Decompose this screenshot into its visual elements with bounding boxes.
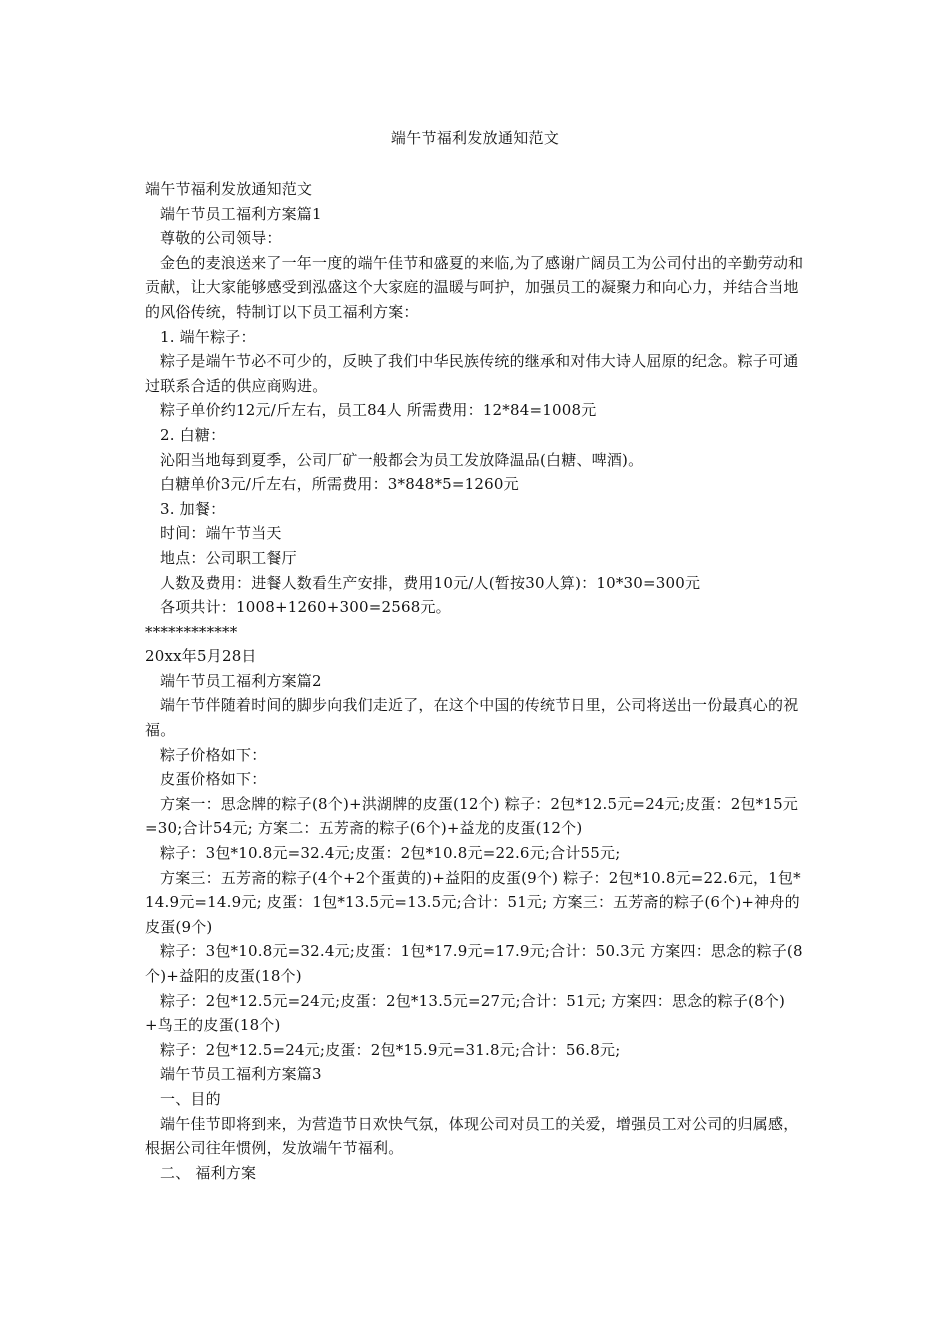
paragraph: 20xx年5月28日 [145, 647, 257, 666]
paragraph: 端午节福利发放通知范文 [145, 180, 313, 198]
paragraph: 尊敬的公司领导： [160, 229, 282, 248]
paragraph: 粽子：3包*10.8元=32.4元;皮蛋：1包*17.9元=17.9元;合计：50.3元 方案四：思念的粽子(8个)+益阳的皮蛋(18个) [145, 942, 803, 985]
paragraph: 粽子：2包*12.5=24元;皮蛋：2包*15.9元=31.8元;合计：56.8元; [160, 1040, 621, 1059]
paragraph: 沁阳当地每到夏季，公司厂矿一般都会为员工发放降温品(白糖、啤酒)。 [160, 450, 644, 469]
paragraph: 金色的麦浪送来了一年一度的端午佳节和盛夏的来临,为了感谢广阔员工为公司付出的辛勤劳动和贡献，让大家能够感受到泓盛这个大家庭的温暖与呵护，加强员工的凝聚力和向心力，并结合当地的风俗传统，特制订以下员工福利方案： [145, 253, 804, 321]
paragraph: 二、 福利方案 [160, 1163, 257, 1182]
paragraph: 3. 加餐： [160, 499, 226, 518]
paragraph: 端午节员工福利方案篇2 [160, 671, 322, 690]
paragraph: 一、目的 [160, 1089, 221, 1108]
document-body [145, 177, 810, 1185]
paragraph: 时间：端午节当天 [160, 524, 282, 543]
document-title: 端午节福利发放通知范文 [390, 129, 560, 147]
paragraph: 皮蛋价格如下： [160, 770, 267, 789]
paragraph: 白糖单价3元/斤左右，所需费用：3*848*5=1260元 [160, 475, 519, 494]
paragraph: 各项共计：1008+1260+300=2568元。 [160, 598, 451, 617]
paragraph: 方案一：思念牌的粽子(8个)+洪湖牌的皮蛋(12个) 粽子：2包*12.5元=24元;皮蛋：2包*15元=30;合计54元; 方案二：五芳斋的粽子(6个)+益龙的皮蛋(12个) [145, 794, 799, 838]
paragraph: 2. 白糖： [160, 425, 226, 444]
paragraph: 粽子：3包*10.8元=32.4元;皮蛋：2包*10.8元=22.6元;合计55元; [160, 844, 621, 863]
paragraph: 端午佳节即将到来，为营造节日欢快气氛，体现公司对员工的关爱，增强员工对公司的归属感，根据公司往年惯例，发放端午节福利。 [145, 1114, 799, 1158]
paragraph: 端午节员工福利方案篇1 [160, 204, 322, 223]
paragraph: 粽子是端午节必不可少的，反映了我们中华民族传统的继承和对伟大诗人屈原的纪念。粽子可通过联系合适的供应商购进。 [145, 352, 799, 395]
paragraph: 端午节员工福利方案篇3 [160, 1065, 322, 1084]
paragraph: ************ [145, 622, 238, 641]
paragraph: 1. 端午粽子： [160, 327, 256, 346]
paragraph: 端午节伴随着时间的脚步向我们走近了，在这个中国的传统节日里，公司将送出一份最真心的祝福。 [145, 696, 799, 740]
paragraph: 粽子价格如下： [160, 745, 267, 764]
paragraph: 地点：公司职工餐厅 [160, 548, 297, 567]
paragraph: 方案三：五芳斋的粽子(4个+2个蛋黄的)+益阳的皮蛋(9个) 粽子：2包*10.8元=22.6元，1包*14.9元=14.9元; 皮蛋：1包*13.5元=13.5元;合计：51元; 方案三：五芳斋的粽子(6个)+神舟的皮蛋(9个) [145, 868, 801, 936]
paragraph: 粽子：2包*12.5元=24元;皮蛋：2包*13.5元=27元;合计：51元; 方案四：思念的粽子(8个)+鸟王的皮蛋(18个) [145, 991, 786, 1035]
paragraph: 粽子单价约12元/斤左右，员工84人 所需费用：12*84=1008元 [160, 401, 597, 420]
paragraph: 人数及费用：进餐人数看生产安排，费用10元/人(暂按30人算)：10*30=300元 [160, 573, 701, 592]
